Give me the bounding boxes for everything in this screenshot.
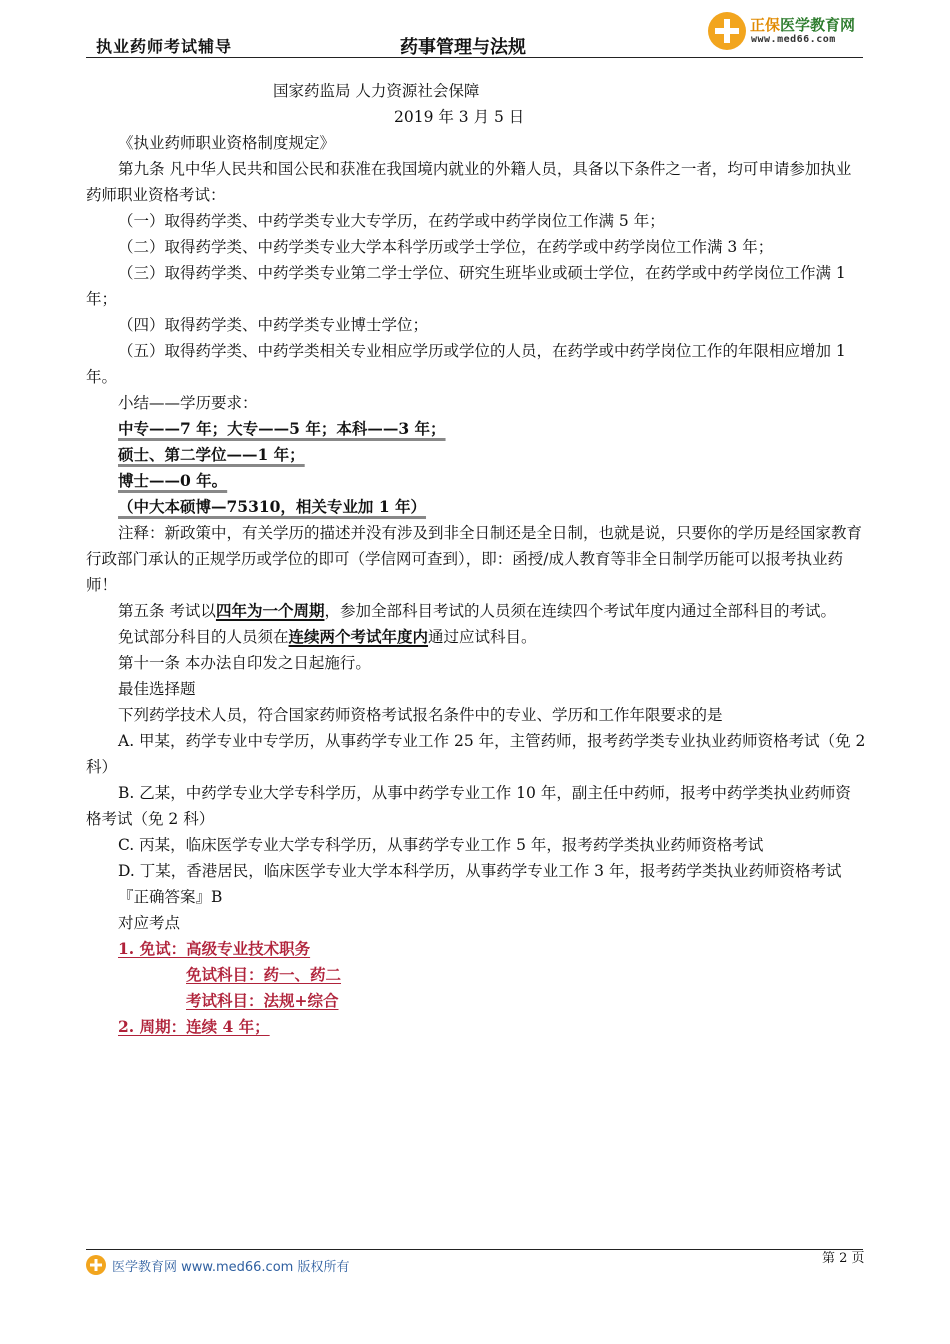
summary-line-1: 中专——7 年；大专——5 年；本科——3 年； [118, 419, 446, 438]
article-11: 第十一条 本办法自印发之日起施行。 [118, 654, 371, 672]
condition-2: （二）取得药学类、中药学类专业大学本科学历或学士学位，在药学或中药学岗位工作满 3 年； [118, 238, 774, 256]
header-left-title: 执业药师考试辅导 [96, 37, 233, 56]
exemption-text: 免试部分科目的人员须在连续两个考试年度内通过应试科目。 [118, 627, 537, 646]
option-b: B. 乙某，中药学专业大学专科学历，从事中药学专业工作 10 年，副主任中药师，报考中药学类执业药师资格考试（免 2 科） [86, 784, 851, 828]
key-point-1a: 免试科目：药一、药二 [186, 965, 342, 984]
note-paragraph: 注释：新政策中，有关学历的描述并没有涉及到非全日制还是全日制，也就是说，只要你的学历是经国家教育行政部门承认的正规学历或学位的即可（学信网可查到），即：函授/成人教育等非全日制学历能可以报考执业药师！ [86, 524, 863, 594]
summary-title: 小结——学历要求： [118, 394, 258, 412]
condition-3: （三）取得药学类、中药学类专业第二学士学位、研究生班毕业或硕士学位，在药学或中药学岗位工作满 1 年； [86, 264, 846, 308]
logo-cross-icon [708, 12, 746, 50]
header-subject-title: 药事管理与法规 [400, 37, 526, 58]
logo-brand-name: 正保医学教育网 [750, 16, 856, 34]
key-point-1: 1. 免试：高级专业技术职务 [118, 939, 311, 958]
footer-divider [86, 1249, 863, 1250]
article-9: 第九条 凡中华人民共和国公民和获准在我国境内就业的外籍人员，具备以下条件之一者，均可申请参加执业药师职业资格考试： [86, 160, 852, 204]
cycle-highlight: 四年为一个周期 [215, 601, 325, 620]
key-point-title: 对应考点 [118, 914, 181, 932]
logo-url: www.med66.com [751, 34, 836, 45]
regulation-title: 《执业药师职业资格制度规定》 [118, 134, 336, 152]
option-d: D. 丁某，香港居民，临床医学专业大学本科学历，从事药学专业工作 3 年，报考药学类执业药师资格考试 [118, 862, 842, 880]
header-divider [86, 57, 863, 58]
summary-line-2: 硕士、第二学位——1 年； [118, 445, 305, 464]
footer-copyright: 医学教育网 www.med66.com 版权所有 [112, 1260, 350, 1275]
option-c: C. 丙某，临床医学专业大学专科学历，从事药学专业工作 5 年，报考药学类执业药师资格考试 [118, 836, 764, 854]
article-5: 第五条 考试以四年为一个周期，参加全部科目考试的人员须在连续四个考试年度内通过全部科目的考试。 [118, 601, 836, 620]
summary-line-3: 博士——0 年。 [118, 471, 228, 490]
summary-line-4: （中大本硕博—75310，相关专业加 1 年） [118, 497, 427, 516]
exemption-highlight: 连续两个考试年度内 [288, 627, 429, 646]
page-number: 第 2 页 [822, 1251, 865, 1266]
sign-date: 2019 年 3 月 5 日 [394, 108, 525, 126]
key-point-2: 2. 周期：连续 4 年； [118, 1017, 270, 1036]
condition-4: （四）取得药学类、中药学类专业博士学位； [118, 316, 429, 334]
key-point-1b: 考试科目：法规+综合 [186, 991, 339, 1010]
option-a: A. 甲某，药学专业中专学历，从事药学专业工作 25 年，主管药师，报考药学类专业执业药师资格考试（免 2 科） [86, 732, 866, 776]
condition-5: （五）取得药学类、中药学类相关专业相应学历或学位的人员，在药学或中药学岗位工作的年限相应增加 1 年。 [86, 342, 846, 386]
sign-org: 国家药监局 人力资源社会保障 [273, 82, 480, 100]
page-content [86, 78, 866, 1040]
brand-logo [708, 12, 868, 52]
question-type: 最佳选择题 [118, 680, 196, 698]
footer-logo-icon [86, 1255, 106, 1275]
condition-1: （一）取得药学类、中药学类专业大专学历，在药学或中药学岗位工作满 5 年； [118, 212, 665, 230]
correct-answer: 『正确答案』B [118, 888, 223, 906]
question-stem: 下列药学技术人员，符合国家药师资格考试报名条件中的专业、学历和工作年限要求的是 [118, 706, 723, 724]
